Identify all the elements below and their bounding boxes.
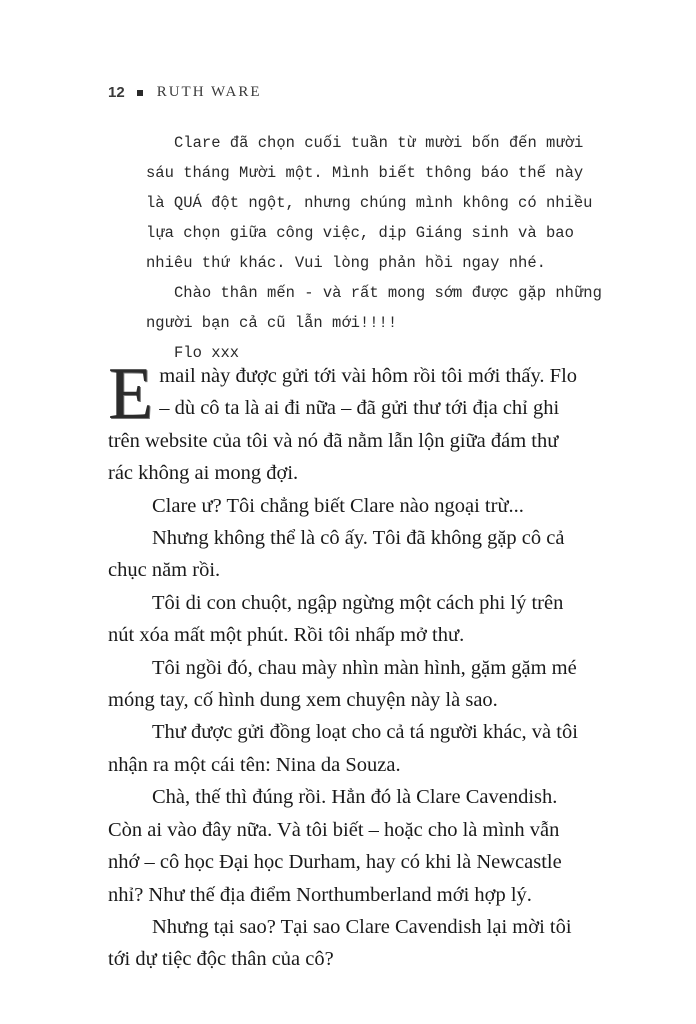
paragraph-line: nhớ – cô học Đại học Durham, hay có khi là Newcastle bbox=[108, 851, 562, 874]
paragraph-line: Tôi di con chuột, ngập ngừng một cách phi lý trên bbox=[152, 591, 564, 614]
email-line: lựa chọn giữa công việc, dịp Giáng sinh và bao bbox=[146, 224, 574, 242]
paragraph-line: mail này được gửi tới vài hôm rồi tôi mới thấy. Flo bbox=[159, 365, 578, 387]
paragraph-line: nút xóa mất một phút. Rồi tôi nhấp mở thư. bbox=[108, 624, 465, 647]
email-line: là QUÁ đột ngột, nhưng chúng mình không có nhiều bbox=[146, 194, 593, 212]
email-excerpt bbox=[146, 128, 606, 368]
author-name: RUTH WARE bbox=[156, 84, 262, 100]
drop-cap: E bbox=[108, 353, 154, 435]
email-signature: Flo xxx bbox=[174, 344, 240, 362]
email-line: người bạn cả cũ lẫn mới!!!! bbox=[146, 314, 398, 332]
running-head bbox=[108, 84, 262, 101]
email-line: Chào thân mến - và rất mong sớm được gặp những bbox=[174, 284, 602, 302]
page-number: 12 bbox=[108, 84, 125, 101]
paragraph-line: Nhưng không thể là cô ấy. Tôi đã không gặp cô cả bbox=[152, 527, 565, 550]
paragraph-line: chục năm rồi. bbox=[108, 559, 221, 582]
paragraph-line: nhận ra một cái tên: Nina da Souza. bbox=[108, 753, 401, 776]
paragraph-line: Chà, thế thì đúng rồi. Hẳn đó là Clare Cavendish. bbox=[152, 786, 558, 809]
paragraph-line: trên website của tôi và nó đã nằm lẫn lộn giữa đám thư bbox=[108, 429, 559, 452]
header-separator-square bbox=[137, 90, 143, 96]
email-line: sáu tháng Mười một. Mình biết thông báo thế này bbox=[146, 164, 584, 182]
paragraph-line: nhỉ? Như thế địa điểm Northumberland mới hợp lý. bbox=[108, 883, 532, 906]
paragraph-line: Thư được gửi đồng loạt cho cả tá người khác, và tôi bbox=[152, 721, 578, 744]
email-line: nhiêu thứ khác. Vui lòng phản hồi ngay nhé. bbox=[146, 254, 546, 272]
paragraph-line: Còn ai vào đây nữa. Và tôi biết – hoặc cho là mình vẫn bbox=[108, 818, 560, 841]
paragraph-line: – dù cô ta là ai đi nữa – đã gửi thư tới địa chỉ ghi bbox=[159, 397, 560, 420]
paragraph-line: Tôi ngồi đó, chau mày nhìn màn hình, gặm gặm mé bbox=[152, 656, 577, 679]
paragraph-line: Clare ư? Tôi chẳng biết Clare nào ngoại trừ... bbox=[152, 494, 524, 517]
paragraph-line: tới dự tiệc độc thân của cô? bbox=[108, 948, 334, 971]
email-line: Clare đã chọn cuối tuần từ mười bốn đến mười bbox=[174, 134, 584, 152]
paragraph-line: rác không ai mong đợi. bbox=[108, 462, 299, 485]
paragraph-line: Nhưng tại sao? Tại sao Clare Cavendish lại mời tôi bbox=[152, 915, 572, 938]
paragraph-line: móng tay, cố hình dung xem chuyện này là sao. bbox=[108, 689, 498, 712]
